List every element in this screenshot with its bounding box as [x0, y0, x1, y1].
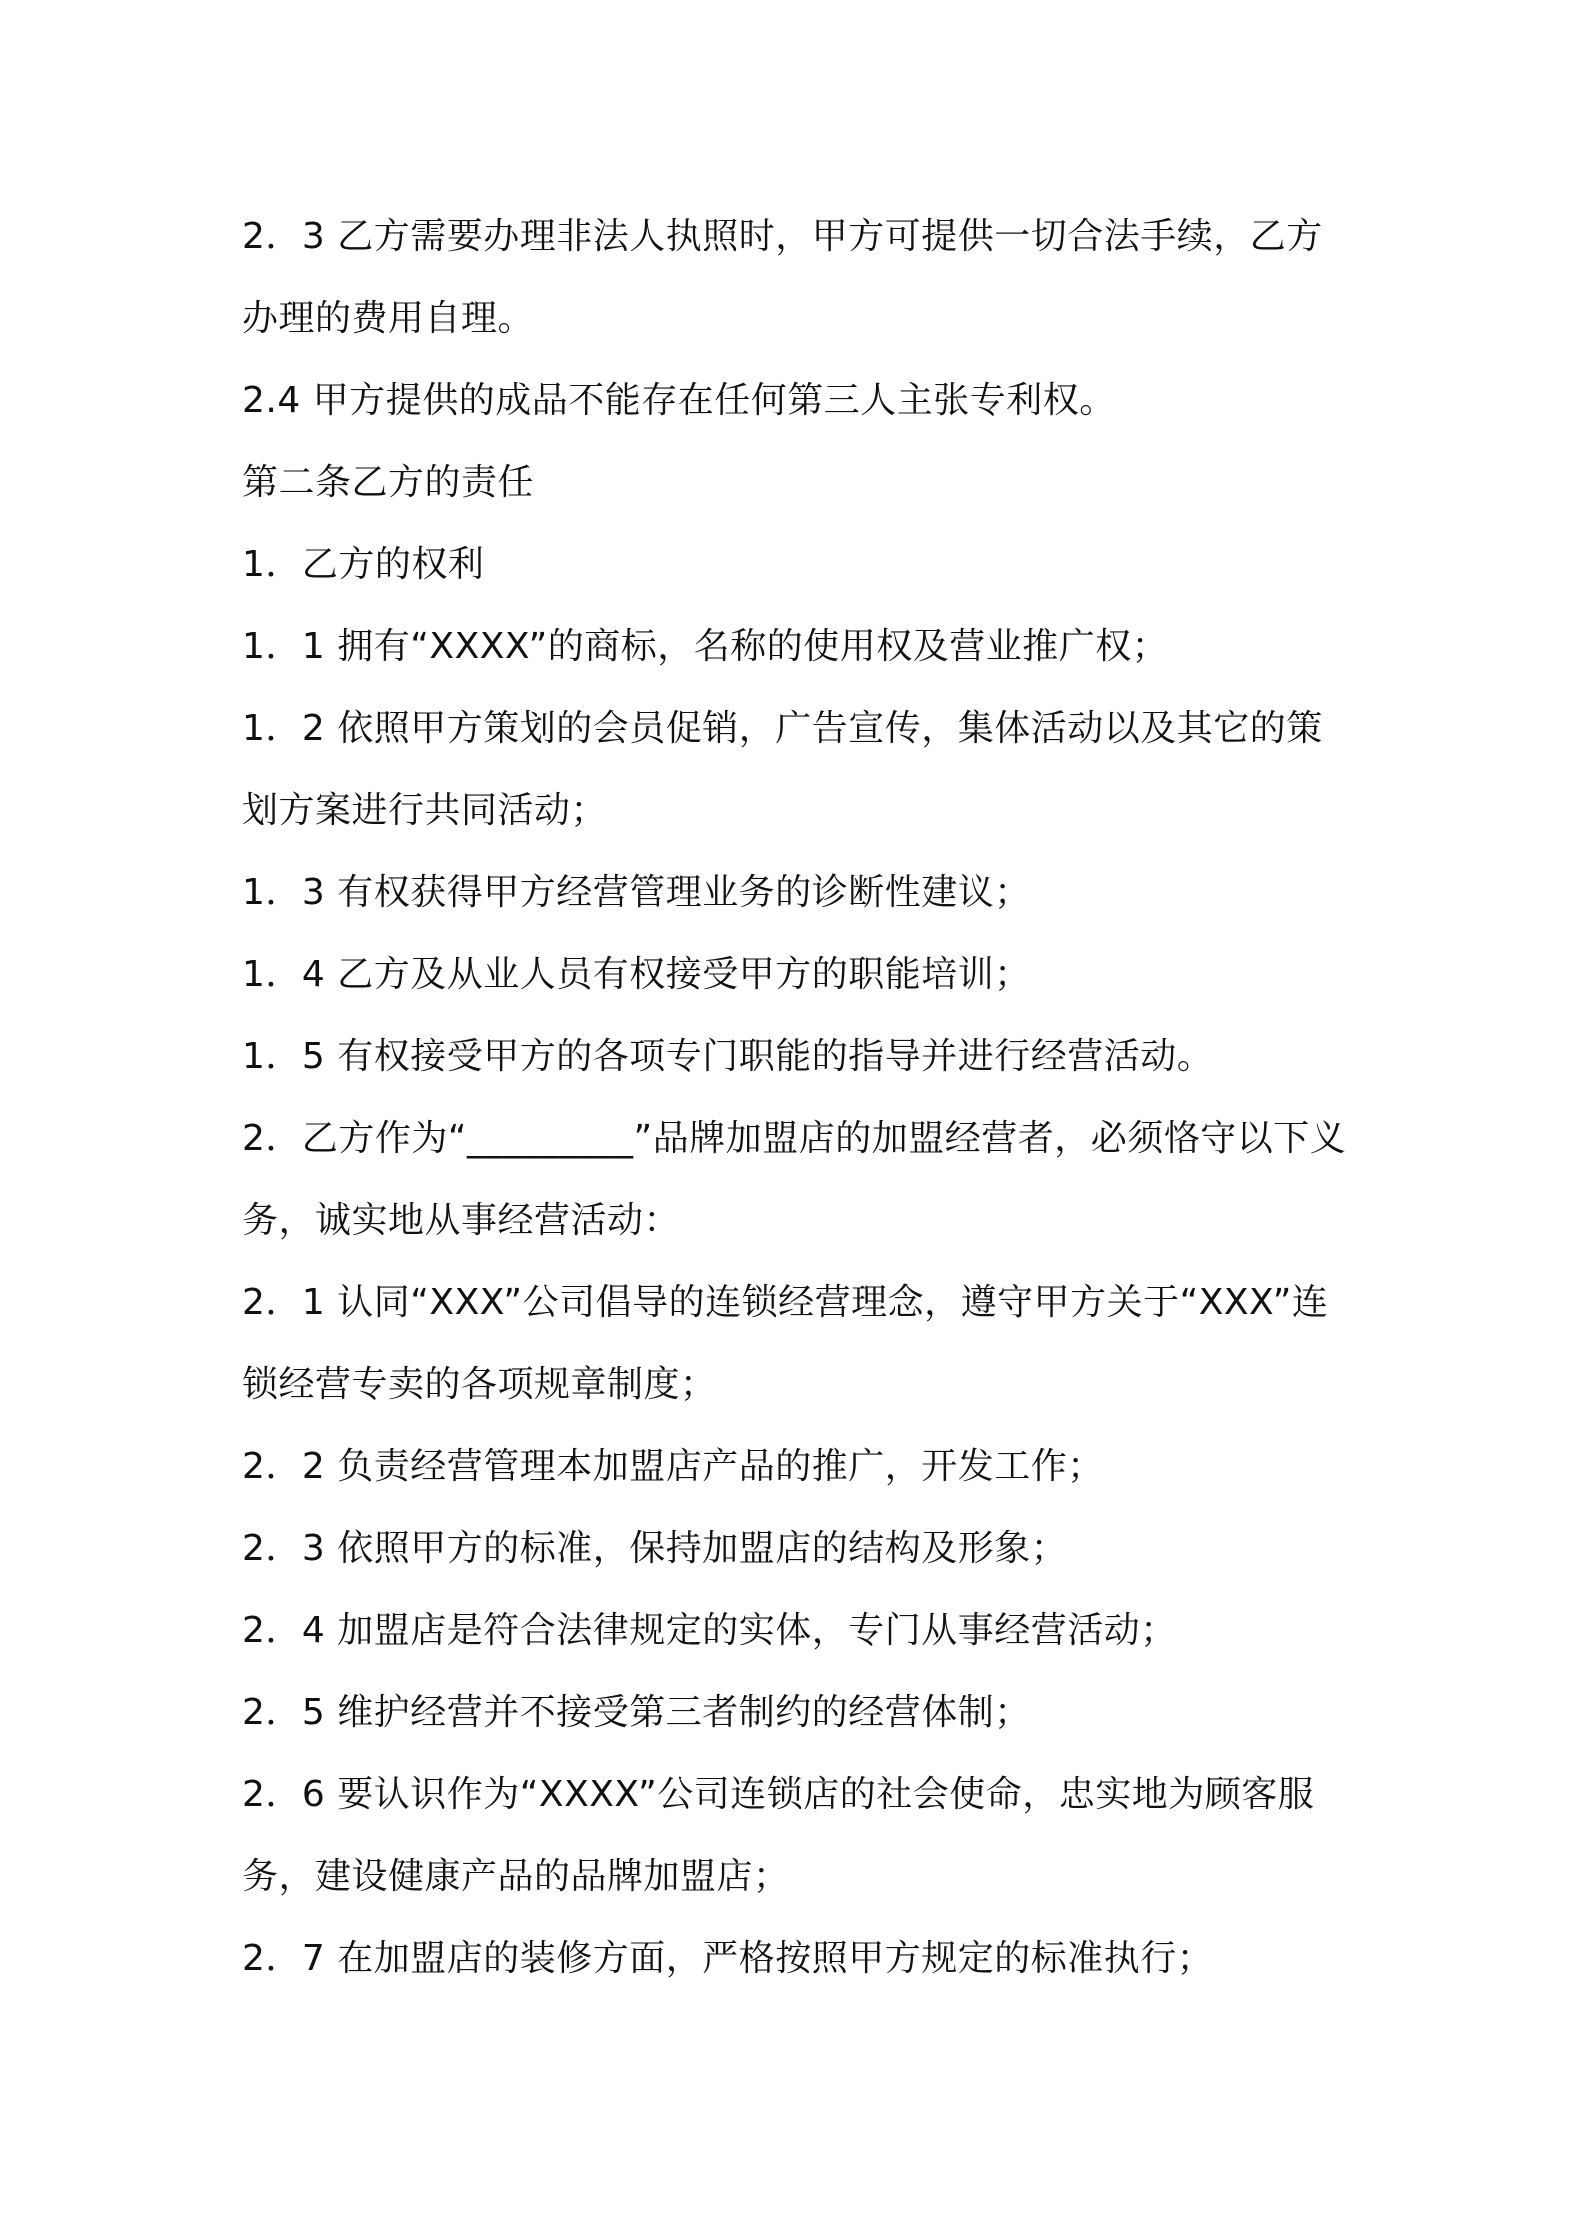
obligation-2-5: 2．5 维护经营并不接受第三者制约的经营体制；: [242, 1692, 1031, 1733]
obligation-2-7: 2．7 在加盟店的装修方面，严格按照甲方规定的标准执行；: [242, 1938, 1214, 1979]
clause-1-5: 1．5 有权接受甲方的各项专门职能的指导并进行经营活动。: [242, 1036, 1214, 1077]
section-heading-article-2: 第二条乙方的责任: [242, 462, 535, 503]
obligation-2-4: 2．4 加盟店是符合法律规定的实体，专门从事经营活动；: [242, 1610, 1177, 1651]
subheading-party-b-rights: 1．乙方的权利: [242, 544, 485, 585]
obligation-2-6: 2．6 要认识作为“XXXX”公司连锁店的社会使命，忠实地为顾客服务，建设健康产品的品牌加盟店；: [242, 1774, 1315, 1897]
obligation-2-2: 2．2 负责经营管理本加盟店产品的推广，开发工作；: [242, 1446, 1104, 1487]
clause-2-4: 2.4 甲方提供的成品不能存在任何第三人主张专利权。: [242, 380, 1116, 421]
clause-1-1: 1．1 拥有“XXXX”的商标，名称的使用权及营业推广权；: [242, 626, 1169, 667]
obligation-2-3: 2．3 依照甲方的标准，保持加盟店的结构及形象；: [242, 1528, 1068, 1569]
subheading-party-b-obligations: 2．乙方作为“_________”品牌加盟店的加盟经营者，必须恪守以下义务，诚实地从事经营活动：: [242, 1118, 1347, 1241]
clause-1-4: 1．4 乙方及从业人员有权接受甲方的职能培训；: [242, 954, 1031, 995]
clause-1-3: 1．3 有权获得甲方经营管理业务的诊断性建议；: [242, 872, 1031, 913]
document-body: [242, 196, 1352, 2000]
clause-1-2: 1．2 依照甲方策划的会员促销，广告宣传，集体活动以及其它的策划方案进行共同活动；: [242, 708, 1323, 831]
obligation-2-1: 2．1 认同“XXX”公司倡导的连锁经营理念，遵守甲方关于“XXX”连锁经营专卖的各项规章制度；: [242, 1282, 1329, 1405]
clause-2-3: 2．3 乙方需要办理非法人执照时，甲方可提供一切合法手续，乙方办理的费用自理。: [242, 216, 1323, 339]
